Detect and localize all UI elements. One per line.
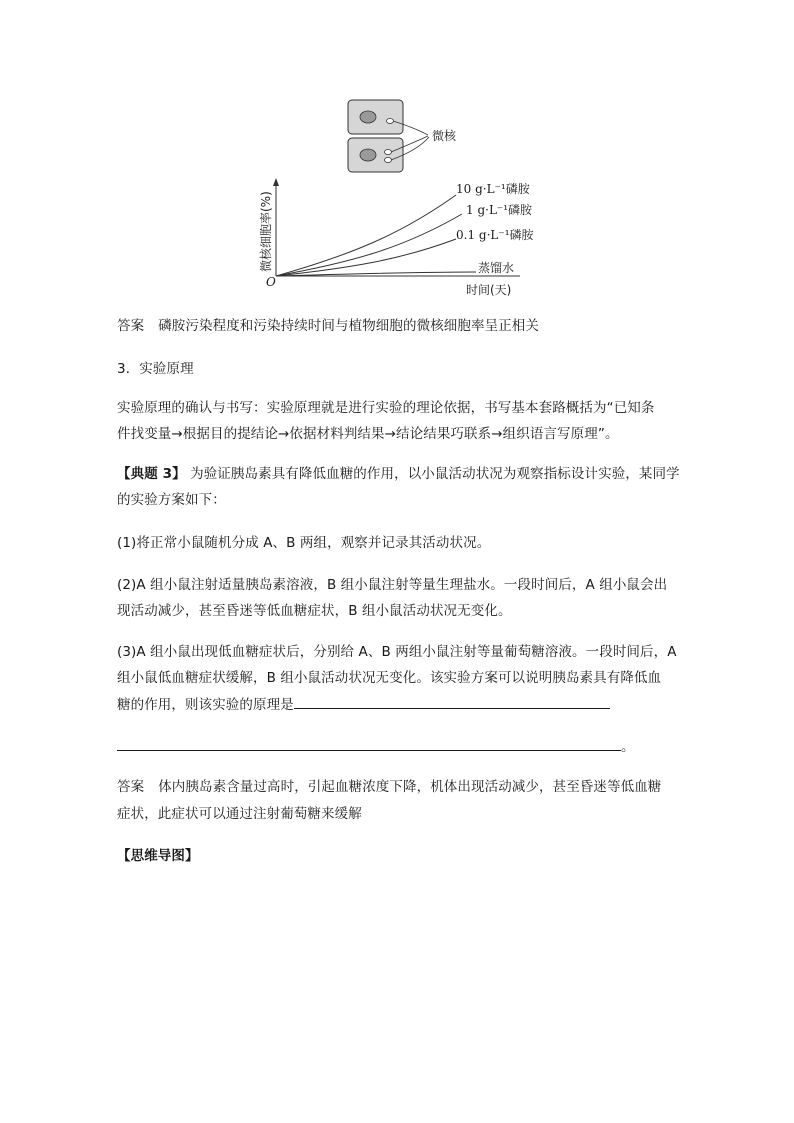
x-axis-label: 时间(天) <box>466 283 512 297</box>
step-two-line-1: (2)A 组小鼠注射适量胰岛素溶液，B 组小鼠注射等量生理盐水。一段时间后，A 组小鼠会出 <box>117 577 668 593</box>
curve-label-water: 蒸馏水 <box>478 261 515 275</box>
answer-one-label: 答案 <box>117 318 145 334</box>
example-three-line-1 <box>117 464 697 484</box>
micronucleus-figure <box>230 90 560 305</box>
step-three-line-2: 组小鼠低血糖症状缓解，B 组小鼠活动状况无变化。该实验方案可以说明胰岛素具有降低血 <box>117 670 662 686</box>
curve-label-10g: 10 g·L⁻¹磷胺 <box>456 182 530 196</box>
answer-two-label: 答案 <box>117 779 145 795</box>
answer-one <box>117 316 697 336</box>
answer-two-line-2: 症状，此症状可以通过注射葡萄糖来缓解 <box>117 806 362 822</box>
example-three-line-2: 的实验方案如下： <box>117 492 226 508</box>
answer-two-line-1 <box>117 777 697 797</box>
section-three-para-line-1: 实验原理的确认与书写：实验原理就是进行实验的理论依据，书写基本套路概括为“已知条 <box>117 400 655 416</box>
step-two-line-2: 现活动减少，甚至昏迷等低血糖症状，B 组小鼠活动状况无变化。 <box>117 603 512 619</box>
example-three-intro: 为验证胰岛素具有降低血糖的作用，以小鼠活动状况为观察指标设计实验，某同学 <box>185 466 680 482</box>
curve-label-0-1g: 0.1 g·L⁻¹磷胺 <box>456 228 534 242</box>
y-axis-arrow <box>273 178 279 186</box>
example-three-tag: 【典题 3】 <box>117 466 186 482</box>
origin-label: O <box>266 275 276 289</box>
answer-two-text-1: 体内胰岛素含量过高时，引起血糖浓度下降，机体出现活动减少，甚至昏迷等低血糖 <box>158 779 662 795</box>
step-three-line-3 <box>117 694 697 715</box>
cell-one-nucleus <box>360 111 376 123</box>
end-mark: 。 <box>621 739 635 755</box>
step-three-line-1: (3)A 组小鼠出现低血糖症状后，分别给 A、B 两组小鼠注射等量葡萄糖溶液。一段时间后，A <box>117 644 677 660</box>
answer-blank-2[interactable] <box>117 736 621 751</box>
y-axis-label: 微核细胞率(%) <box>259 191 273 272</box>
step-one: (1)将正常小鼠随机分成 A、B 两组，观察并记录其活动状况。 <box>117 535 491 551</box>
cell-one-micronucleus <box>387 119 394 124</box>
mindmap-title: 【思维导图】 <box>117 848 199 864</box>
answer-blank-1[interactable] <box>294 694 610 709</box>
cell-two-micronucleus-b <box>385 158 392 163</box>
section-three-title: 3．实验原理 <box>117 361 194 377</box>
curve-1g <box>276 214 462 276</box>
figure-svg <box>230 90 560 305</box>
cell-two-nucleus <box>360 149 376 161</box>
cell-two-micronucleus-a <box>385 150 392 155</box>
step-three-prompt: 糖的作用，则该实验的原理是 <box>117 697 294 713</box>
curve-label-1g: 1 g·L⁻¹磷胺 <box>466 203 533 217</box>
micronucleus-label: 微核 <box>432 129 457 143</box>
answer-one-text: 磷胺污染程度和污染持续时间与植物细胞的微核细胞率呈正相关 <box>158 318 540 334</box>
section-three-para-line-2: 件找变量→根据目的提结论→依据材料判结果→结论结果巧联系→组织语言写原理”。 <box>117 426 619 442</box>
answer-blank-line-2 <box>117 736 697 757</box>
